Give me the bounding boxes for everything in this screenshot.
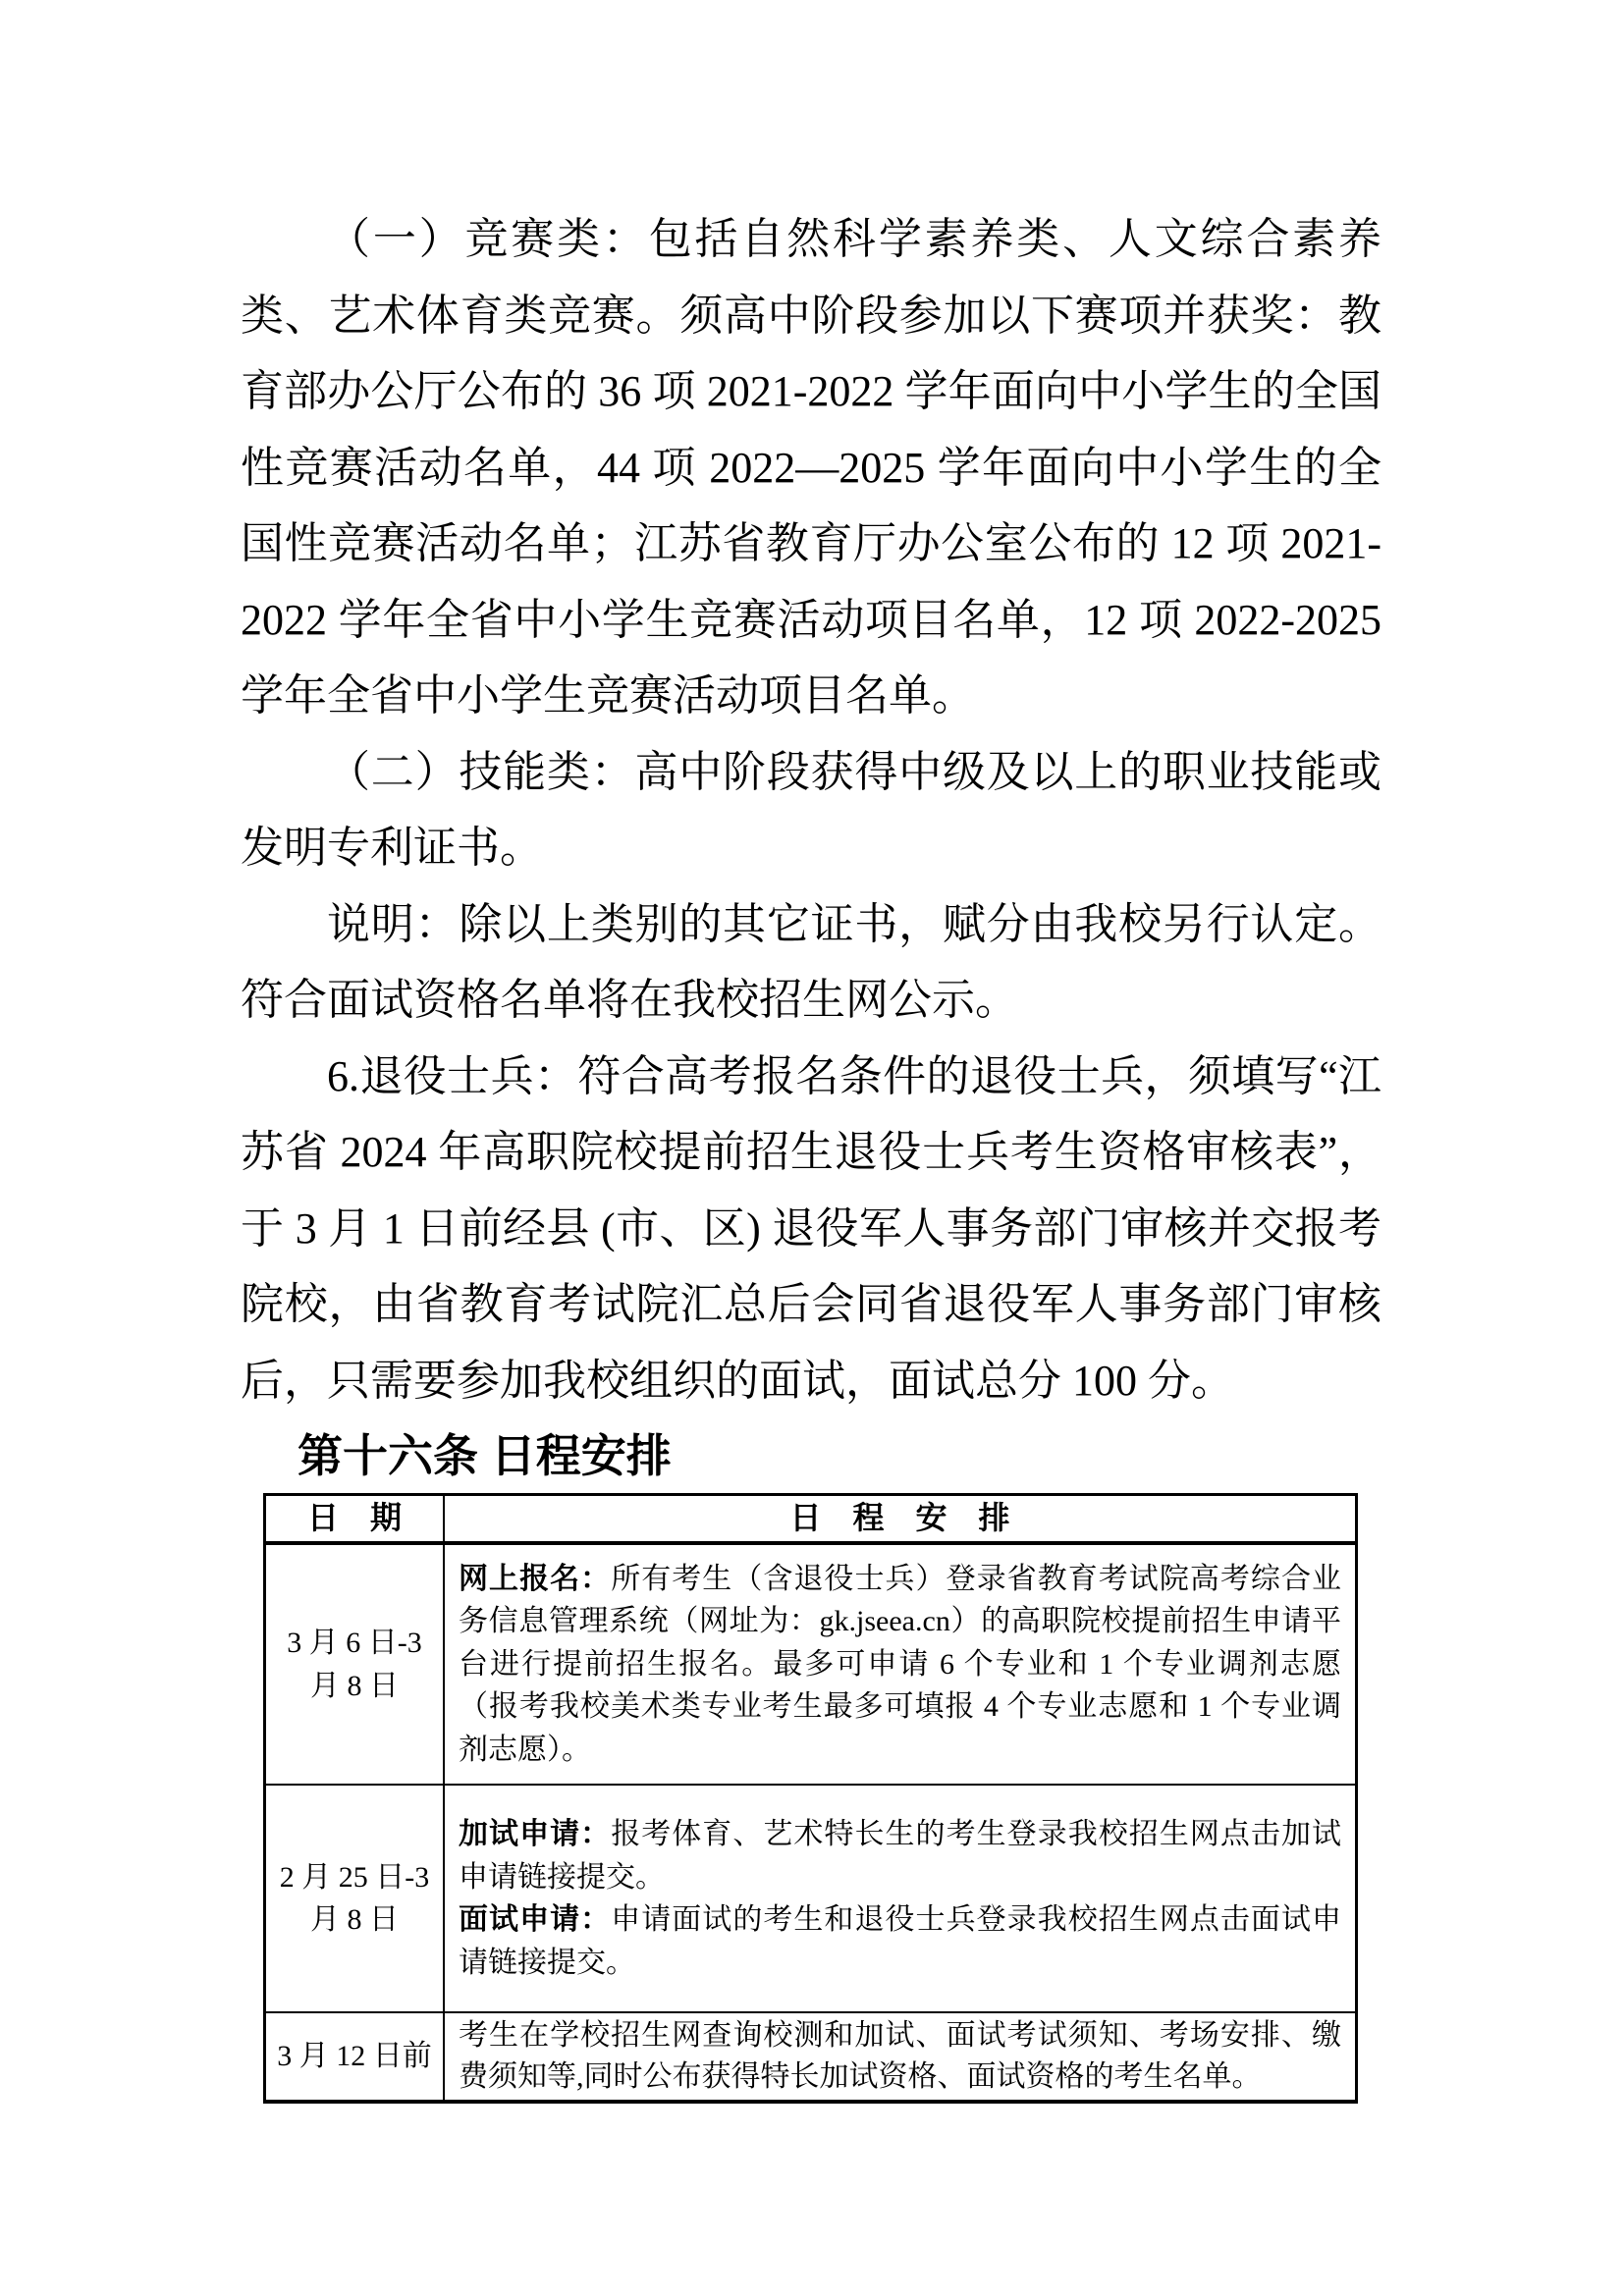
table-row-test-application	[266, 1786, 1355, 2013]
table-row-query-notice	[266, 2013, 1355, 2100]
schedule-text: 报考体育、艺术特长生的考生登录我校招生网点击加试申请链接提交。	[459, 1818, 1342, 1894]
schedule-text: 考生在学校招生网查询校测和加试、面试考试须知、考场安排、缴费须知等,同时公布获得特长加试资格、面试资格的考生名单。	[459, 2019, 1341, 2093]
schedule-cell	[445, 1545, 1355, 1784]
schedule-cell	[445, 1786, 1355, 2011]
schedule-table	[263, 1493, 1358, 2104]
schedule-cell	[445, 2013, 1355, 2100]
paragraph-competition-category: （一）竞赛类：包括自然科学素养类、人文综合素养类、艺术体育类竞赛。须高中阶段参加以下赛项并获奖：教育部办公厅公布的 36 项 2021-2022 学年面向中小学生的全国性竞赛活动名单，44 项 2022—2025 学年面向中小学生的全国性竞赛活动名单；江苏省教育厅办公室公布的 12 项 2021-2022 学年全省中小学生竞赛活动项目名单，12 项 2022-2025 学年全省中小学生竞赛活动项目名单。	[241, 215, 1381, 720]
run-label-online-registration: 网上报名：	[459, 1562, 612, 1595]
schedule-text: 申请面试的考生和退役士兵登录我校招生网点击面试申请链接提交。	[459, 1903, 1342, 1979]
date-cell: 3 月 12 日前	[266, 2013, 445, 2100]
run-label-interview: 面试申请：	[459, 1903, 612, 1936]
table-header-schedule: 日 程 安 排	[789, 1500, 1010, 1536]
paragraph-skill-category: （二）技能类：高中阶段获得中级及以上的职业技能或发明专利证书。	[241, 747, 1381, 872]
table-row-online-registration	[266, 1545, 1355, 1786]
document-body	[241, 201, 1381, 1495]
section-heading-schedule: 第十六条 日程安排	[298, 1430, 672, 1481]
table-header-row	[266, 1496, 1355, 1545]
run-label-extra-test: 加试申请：	[459, 1818, 612, 1850]
paragraph-note: 说明：除以上类别的其它证书，赋分由我校另行认定。符合面试资格名单将在我校招生网公示。	[241, 899, 1381, 1024]
table-header-date: 日 期	[266, 1496, 445, 1541]
schedule-text: 所有考生（含退役士兵）登录省教育考试院高考综合业务信息管理系统（网址为：gk.jseea.cn）的高职院校提前招生申请平台进行提前招生报名。最多可申请 6 个专业和 1 个专业调剂志愿（报考我校美术类专业考生最多可填报 4 个专业志愿和 1 个专业调剂志愿）。	[459, 1562, 1342, 1766]
date-cell: 2 月 25 日-3 月 8 日	[266, 1786, 445, 2011]
date-cell: 3 月 6 日-3 月 8 日	[266, 1545, 445, 1784]
paragraph-veterans: 6.退役士兵：符合高考报名条件的退役士兵，须填写“江苏省 2024 年高职院校提前招生退役士兵考生资格审核表”，于 3 月 1 日前经县 (市、区) 退役军人事务部门审核并交报考院校，由省教育考试院汇总后会同省退役军人事务部门审核后，只需要参加我校组织的面试，面试总分 100 分。	[241, 1051, 1381, 1405]
